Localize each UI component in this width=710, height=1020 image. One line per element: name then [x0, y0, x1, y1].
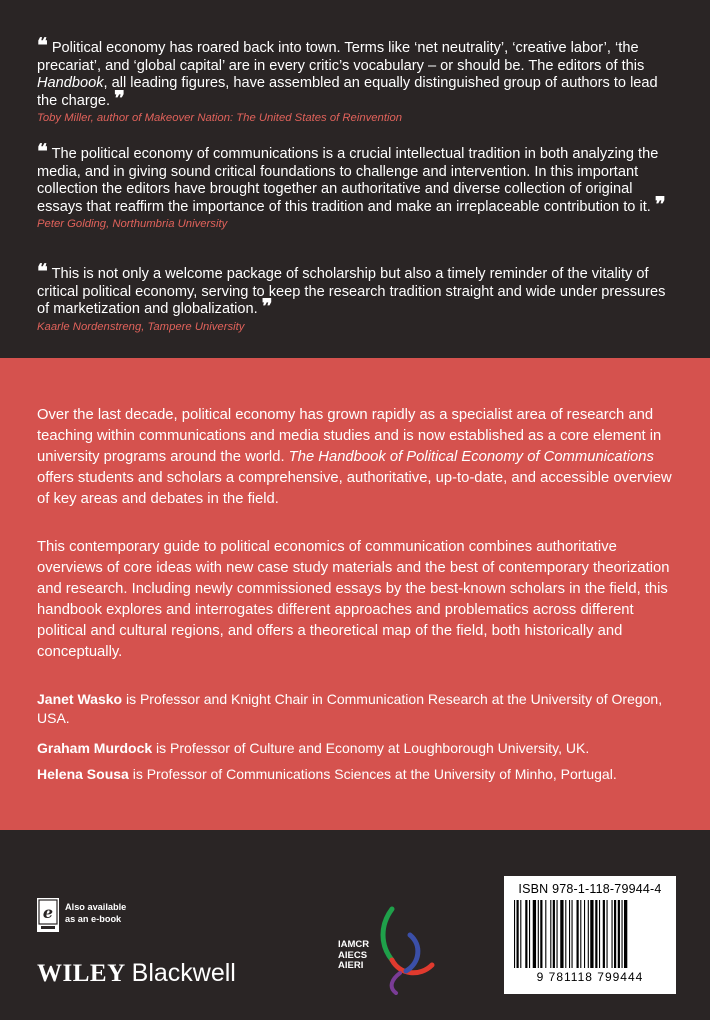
barcode-bar: [538, 900, 539, 968]
isbn-digits: 9 781118 799444: [536, 970, 644, 984]
barcode-bar: [525, 900, 527, 968]
barcode-bar: [622, 900, 623, 968]
barcode-bar: [545, 900, 546, 968]
book-title: The Handbook of Political Economy of Communications: [288, 449, 654, 465]
barcode-bar: [569, 900, 570, 968]
iamcr-logo-text: IAMCR AIECS AIERI: [338, 939, 370, 971]
barcode-bar: [618, 900, 620, 968]
endorsement-quote: [37, 33, 677, 125]
quote-attribution: Kaarle Nordenstreng, Tampere University: [37, 320, 245, 333]
barcode-bar: [580, 900, 581, 968]
svg-text:e: e: [42, 903, 54, 922]
barcode-bar: [520, 900, 521, 968]
ebook-notice: [37, 898, 197, 938]
barcode-bar: [529, 900, 530, 968]
barcode-bar: [553, 900, 555, 968]
blackwell-wordmark: Blackwell: [131, 959, 236, 987]
publisher-logo: [37, 958, 236, 989]
barcode-bar: [550, 900, 551, 968]
author-name: Helena Sousa: [37, 766, 129, 782]
author-bio: Janet Wasko is Professor and Knight Chair in Communication Research at the University of Oregon, USA.: [37, 691, 663, 726]
description-paragraph: Over the last decade, political economy has grown rapidly as a specialist area of research and teaching within communications and media studies and is now established as a core element in university programs around the world. The Handbook of Political Economy of Communications offers students and scholars a comprehensive, authoritative, up-to-date, and accessible overview of key areas and debates in the field.: [37, 407, 672, 507]
description-paragraph: This contemporary guide to political economics of communication combines authoritative overviews of core ideas with new case study materials and the best of contemporary theorization and research. Including newly commissioned essays by the best-known scholars in the field, this handbook explores and interrogates different approaches and problematics across different political and cultural regions, and offers a theoretical map of the field, both historically and conceptually.: [37, 539, 670, 660]
barcode-bar: [577, 900, 579, 968]
iamcr-swirl-icon: [370, 905, 440, 995]
barcode-bar: [599, 900, 600, 968]
barcode-bar: [595, 900, 597, 968]
open-quote-icon: ❝: [37, 33, 48, 57]
close-quote-icon: ❞: [654, 191, 666, 216]
close-quote-icon: ❞: [114, 85, 125, 110]
quote-text: ❝ The political economy of communications is a crucial intellectual tradition in both analyzing the media, and in giving sound critical foundations to challenge and intervention. In this important collection the editors have brought together an authoritative and diverse collection of original essays that reaffirm the importance of this tradition and make an irreplaceable contribution to it. ❞: [37, 139, 666, 216]
barcode: [514, 900, 666, 968]
isbn-barcode-block: [504, 876, 676, 994]
open-quote-icon: ❝: [37, 259, 48, 283]
wiley-wordmark: WILEY: [37, 960, 126, 987]
barcode-bar: [607, 900, 608, 968]
barcode-bar: [517, 900, 519, 968]
quote-text: ❝ This is not only a welcome package of scholarship but also a timely reminder of the vitality of critical political economy, serving to keep the research tradition straight and wide under pressures of marketization and globalization. ❞: [37, 259, 666, 318]
barcode-bar: [614, 900, 616, 968]
quote-attribution: Toby Miller, author of Makeover Nation: The United States of Reinvention: [37, 112, 403, 124]
open-quote-icon: ❝: [37, 139, 48, 163]
isbn-label: ISBN 978-1-118-79944-4: [518, 882, 662, 896]
barcode-bar: [624, 900, 627, 968]
barcode-bar: [514, 900, 515, 968]
quote-attribution: Peter Golding, Northumbria University: [37, 218, 228, 230]
barcode-bar: [603, 900, 605, 968]
ebook-text: Also available as an e-book: [65, 902, 127, 924]
author-bio: Helena Sousa is Professor of Communications Sciences at the University of Minho, Portugal.: [37, 766, 617, 782]
author-name: Janet Wasko: [37, 691, 123, 707]
barcode-bar: [572, 900, 573, 968]
barcode-bar: [588, 900, 589, 968]
barcode-bar: [557, 900, 558, 968]
close-quote-icon: ❞: [261, 294, 273, 318]
endorsement-quote: [37, 259, 677, 334]
barcode-bar: [565, 900, 566, 968]
barcode-bar: [533, 900, 536, 968]
barcode-bar: [612, 900, 613, 968]
endorsement-quote: [37, 139, 677, 231]
author-name: Graham Murdock: [37, 740, 153, 756]
barcode-bar: [540, 900, 542, 968]
barcode-bar: [590, 900, 593, 968]
barcode-bar: [584, 900, 585, 968]
barcode-bar: [560, 900, 563, 968]
quote-text: ❝ Political economy has roared back into town. Terms like ‘net neutrality’, ‘creative labor’, ‘the precariat’, and ‘global capital’ are in every critic’s vocabulary – or should be. The editors of this Handbook, all leading figures, have assembled an equally distinguished group of authors to lead the charge. ❞: [37, 33, 658, 110]
e-book-icon: [37, 898, 59, 932]
author-bio: Graham Murdock is Professor of Culture and Economy at Loughborough University, UK.: [37, 740, 590, 756]
